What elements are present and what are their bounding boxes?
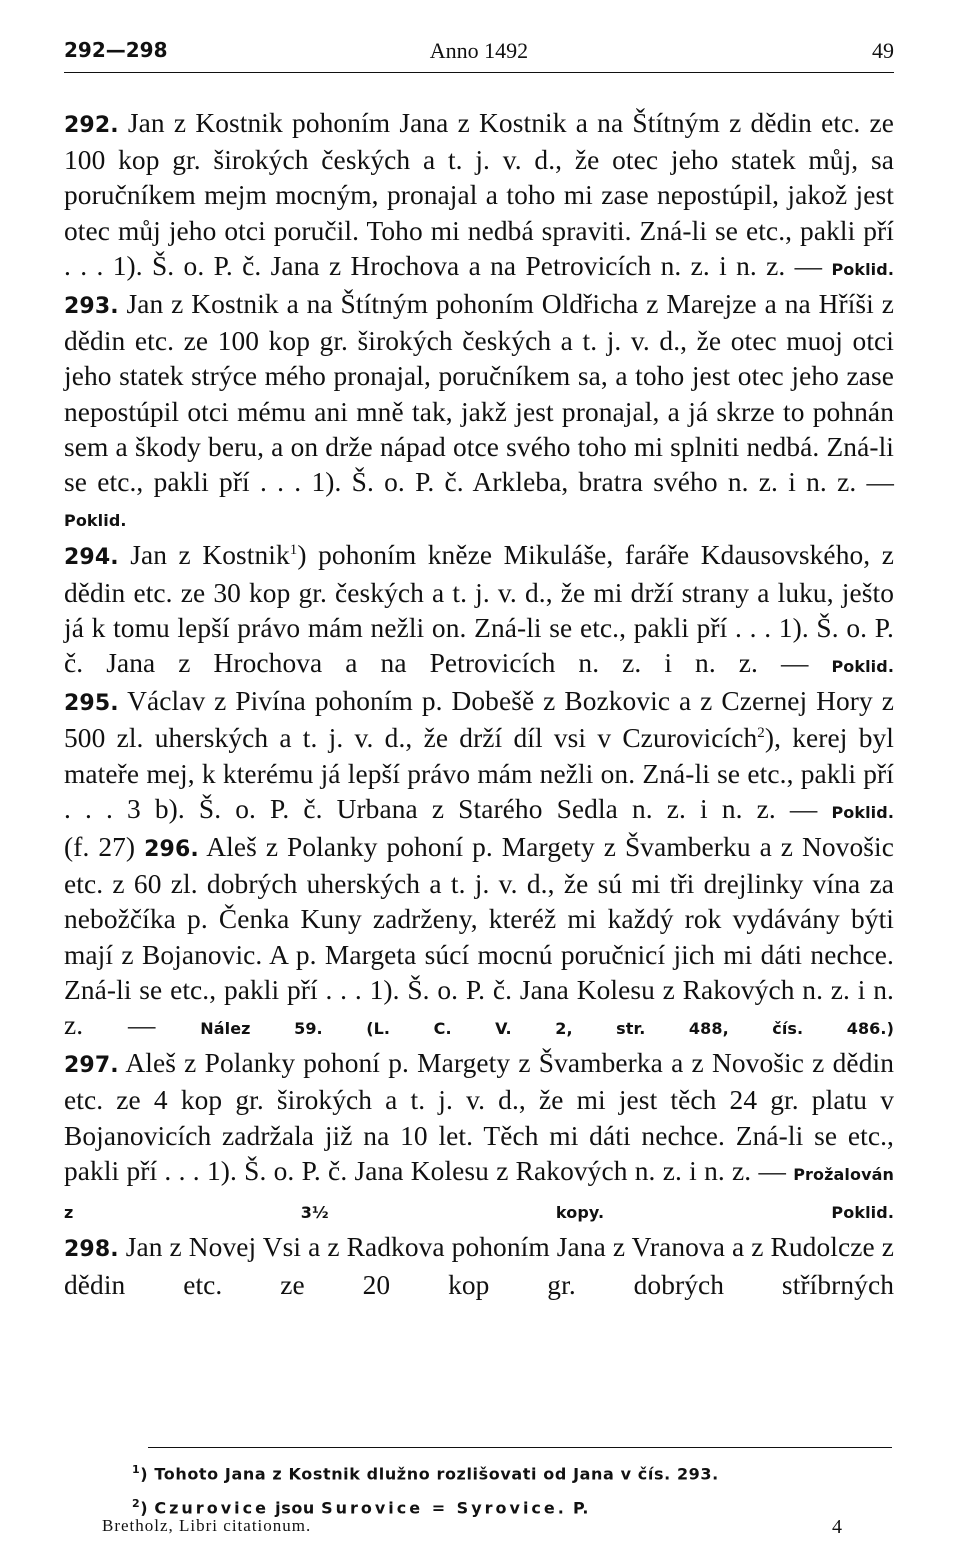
- footnote-mark: 2: [132, 1497, 141, 1511]
- entry-text: Václav z Pivína pohoním p. Dobešě z Bozkovic a z Czernej Hory z 500 zl. uherských a t. j. v. d., že drží díl vsi v Czurovicích: [64, 686, 894, 754]
- footnote-ref: 2: [757, 725, 765, 742]
- signature-sheet-number: 4: [832, 1516, 842, 1538]
- entry-number: 293.: [64, 294, 119, 320]
- entry-number: 298.: [64, 1237, 119, 1263]
- main-text: [64, 106, 894, 1303]
- entry-text: Aleš z Polanky pohoní p. Margety z Švamberka a z Novošic z dědin etc. ze 4 kop gr. širokých a t. j. v. d., že mi jest těch 24 gr. platu v Bojanovicích zadržala již na 10 let. Těch mi dáti nechce. Zná-li se etc., pakli pří . . . 1). Š. o. P. č. Jana Kolesu z Rakových n. z. i n. z. —: [64, 1048, 894, 1186]
- entry-text-cont: ), kerej byl mateře mej, k kterému já lepší právo mám nežli on. Zná-li se etc., pakli pří . . . 3 b). Š. o. P. č. Urbana z Starého Sedla n. z. i n. z. —: [64, 723, 894, 824]
- entry-text: Jan z Kostnik pohoním Jana z Kostnik a na Štítným z dědin etc. ze 100 kop gr. širokých českých a t. j. v. d., že otec jeho statek můj, sa poručníkem mejm mocným, pronajal a toho mi zase nepostúpil, jakož jest otec můj jeho otci poručil. Toho mi nedbá spraviti. Zná-li se etc., pakli pří . . . 1). Š. o. P. č. Jana z Hrochova a na Petrovicích n. z. i n. z. —: [64, 108, 894, 281]
- entry-outcome: Poklid.: [831, 259, 894, 279]
- entry-295: [64, 684, 894, 830]
- entry-outcome: Nález 59. (L. C. V. 2, str. 488, čís. 486.): [200, 1019, 895, 1039]
- entry-number: 294.: [64, 545, 119, 571]
- footnote-ref: 1: [289, 542, 298, 559]
- entry-number: 297.: [64, 1053, 119, 1079]
- footnote-text-end: P.: [566, 1498, 590, 1518]
- entry-number: 295.: [64, 691, 119, 717]
- sheet-signature: [102, 1516, 842, 1544]
- footnote-spaced-term-2: Surovice = Syrovice.: [321, 1498, 567, 1518]
- entry-number: 292.: [64, 113, 119, 138]
- running-title: Anno 1492: [429, 38, 529, 63]
- entry-outcome: Poklid.: [64, 511, 127, 531]
- entry-text: Aleš z Polanky pohoní p. Margety z Švamberku a z Novošic etc. z 60 zl. dobrých uherských a t. j. v. d., že sú mi tři drejlinky vína za nebožčíka p. Čenka Kuny zadrženy, kteréž mi každý rok vydávány býti mají z Bojanovic. A p. Margeta súcí mocnú poručnicí jich mi dáti nechce. Zná-li se etc., pakli pří . . . 1). Š. o. P. č. Jana Kolesu z Rakových n. z. i n. z. —: [64, 832, 894, 1041]
- entry-text: Jan z Novej Vsi a z Radkova pohoním Jana z Vranova a z Rudolcze z dědin etc. ze 20 kop gr. dobrých stříbrných: [64, 1232, 894, 1300]
- folio-ref: (f. 27): [64, 832, 145, 863]
- entry-294: [64, 538, 894, 684]
- entry-range: 292—298: [64, 38, 168, 62]
- footnote-text-cont: jsou: [268, 1498, 322, 1518]
- entry-text: Jan z Kostnik: [118, 540, 290, 571]
- entry-outcome: Prožalován z 3½ kopy. Poklid.: [64, 1164, 894, 1223]
- entry-292: [64, 106, 894, 287]
- entry-outcome: Poklid.: [831, 657, 894, 677]
- header-rule: [64, 72, 894, 73]
- entry-296: [64, 830, 894, 1046]
- page-number: 49: [872, 38, 894, 63]
- entry-text: Jan z Kostnik a na Štítným pohoním Oldřicha z Marejze a na Hříši z dědin etc. ze 100 kop gr. širokých českých a t. j. v. d., že otec muoj otci jeho statek strýce mého pronajal, poručníkem sa, a toho jest otec jeho zase nepostúpil otci mému ani mně tak, jakž jest pronajal, a já skrze to pohnán sem a škody beru, a on drže nápad otce svého toho mi splniti nedbá. Zná-li se etc., pakli pří . . . 1). Š. o. P. č. Arkleba, bratra svého n. z. i n. z. —: [64, 289, 894, 498]
- entry-297: [64, 1046, 894, 1230]
- running-header: [64, 38, 894, 70]
- footnote-mark: 1: [132, 1463, 141, 1476]
- footnote-spaced-term: Czurovice: [154, 1498, 269, 1518]
- footnote-text: ) Tohoto Jana z Kostnik dlužno rozlišovati od Jana v čís. 293.: [140, 1464, 719, 1484]
- footnote-1: [132, 1455, 892, 1489]
- entry-298: [64, 1230, 894, 1302]
- entry-outcome: Poklid.: [831, 802, 894, 822]
- footnotes: [132, 1455, 892, 1524]
- footnote-text: ): [140, 1498, 155, 1518]
- entry-number: 296.: [144, 837, 199, 863]
- signature-text: Bretholz, Libri citationum.: [102, 1516, 312, 1535]
- entry-293: [64, 287, 894, 538]
- footnote-rule: [148, 1447, 892, 1448]
- entry-text-cont: ) pohoním kněze Mikuláše, faráře Kdausovského, z dědin etc. ze 30 kop gr. českých a t. j. v. d., že mi drží strany a luku, ješto já k tomu lepší právo mám nežli on. Zná-li se etc., pakli pří . . . 1). Š. o. P. č. Jana z Hrochova a na Petrovicích n. z. i n. z. —: [64, 540, 895, 679]
